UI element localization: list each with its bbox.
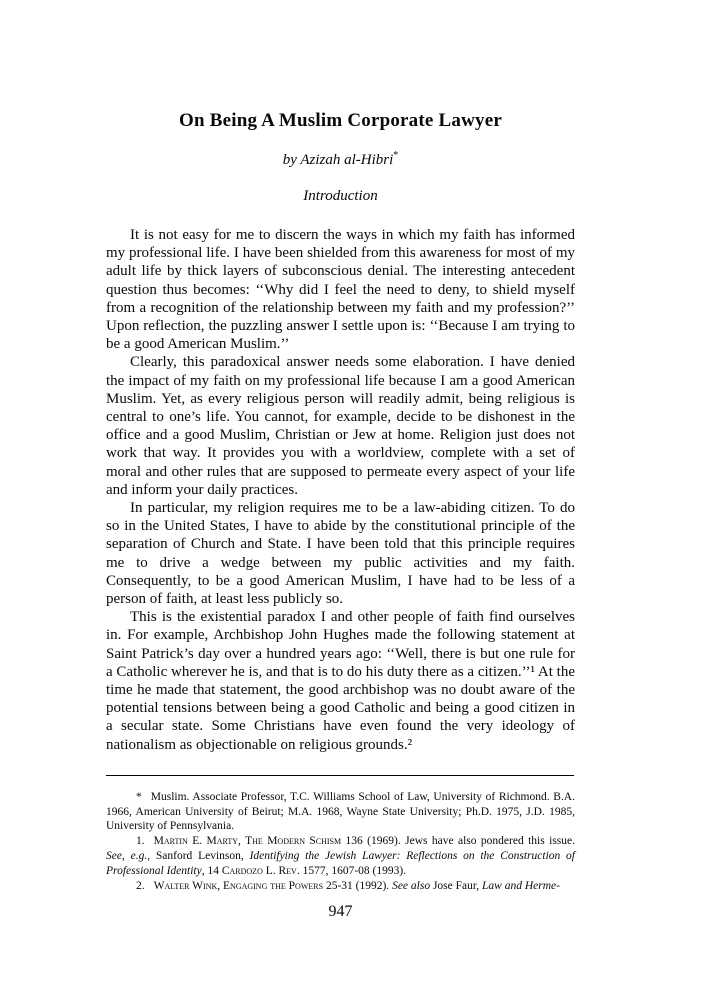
body-paragraph: Clearly, this paradoxical answer needs some elaboration. I have denied the impact of my faith on my professional life because I am a good American Muslim. Yet, as every religious person will readily admit, being religious is central to one’s life. You cannot, for example, decide to be dishonest in the office and a good Muslim, Christian or Jew at home. Religion just does not work that way. It provides you with a worldview, complete with a set of moral and other rules that are supposed to permeate every aspect of your life and inform your daily practices.: [106, 354, 575, 498]
footnote-segment: 25-31 (1992).: [323, 879, 393, 892]
footnote-text: Muslim. Associate Professor, T.C. Williams School of Law, University of Richmond. B.A. 1966, American University of Beirut; M.A. 1968, Wayne State University; Ph.D. 1975, J.D. 1985, University of Pennsylvania.: [106, 790, 575, 833]
footnote-segment: Walter Wink, Engaging the Powers: [153, 879, 324, 892]
footnote-segment: Law and Herme-: [482, 879, 560, 892]
article-content: [106, 0, 575, 921]
footnote-segment: See also: [392, 879, 431, 892]
footnote-segment: See, e.g.,: [106, 850, 151, 863]
article-body: [106, 226, 575, 754]
page-number: 947: [328, 903, 353, 921]
footnote-star: [106, 790, 575, 834]
article-title: On Being A Muslim Corporate Lawyer: [179, 110, 502, 131]
footnote-marker: 1.: [136, 835, 145, 848]
footnote-segment: , 14: [201, 864, 222, 877]
footnote-1: [106, 834, 575, 878]
section-heading: Introduction: [303, 188, 378, 204]
body-paragraph: In particular, my religion requires me to be a law-abiding citizen. To do so in the United States, I have to abide by the constitutional principle of the separation of Church and State. I have been told that this principle requires me to drive a wedge between my public activities and my faith. Consequently, to be a good American Muslim, I have had to be less of a person of faith, at least less publicly so.: [106, 500, 575, 608]
footnote-segment: Sanford Levinson,: [150, 850, 250, 863]
footnote-segment: 1577, 1607-08 (1993).: [299, 864, 407, 877]
body-paragraph: This is the existential paradox I and other people of faith find ourselves in. For example, Archbishop John Hughes made the following statement at Saint Patrick’s day over a hundred years ago: ‘‘Well, there is but one rule for a Catholic wherever he is, and that is to do his duty there as a citizen.’’¹ At the time he made that statement, the good archbishop was no doubt aware of the potential tensions between being a good Catholic and being a good citizen in a secular state. Some Christians have even found the very ideology of nationalism as objectionable on religious grounds.²: [106, 609, 575, 753]
footnote-segment: Cardozo L. Rev.: [221, 864, 300, 877]
footnotes-block: [106, 790, 575, 894]
body-paragraph: It is not easy for me to discern the ways in which my faith has informed my professional life. I have been shielded from this awareness for most of my adult life by thick layers of subconscious denial. The interesting antecedent question thus becomes: ‘‘Why did I feel the need to deny, to shield myself from a recognition of the relationship between my faith and my profession?’’ Upon reflection, the puzzling answer I settle upon is: ‘‘Because I am trying to be a good American Muslim.’’: [106, 227, 575, 353]
footnote-separator-rule: [106, 775, 574, 776]
footnote-segment: Jose Faur,: [430, 879, 483, 892]
footnote-marker: 2.: [136, 879, 145, 892]
byline-footnote-marker: *: [393, 150, 399, 161]
footnote-marker: *: [136, 790, 142, 803]
byline: [106, 152, 575, 169]
byline-text: by Azizah al-Hibri: [282, 152, 394, 168]
footnote-segment: 136 (1969). Jews have also pondered this issue.: [341, 835, 576, 848]
footnote-2: [106, 879, 575, 894]
footnote-segment: Identifying the Jewish Lawyer: Reflections on the Construction of Professional Identity: [106, 850, 575, 877]
footnote-segment: Martin E. Marty, The Modern Schism: [153, 835, 342, 848]
